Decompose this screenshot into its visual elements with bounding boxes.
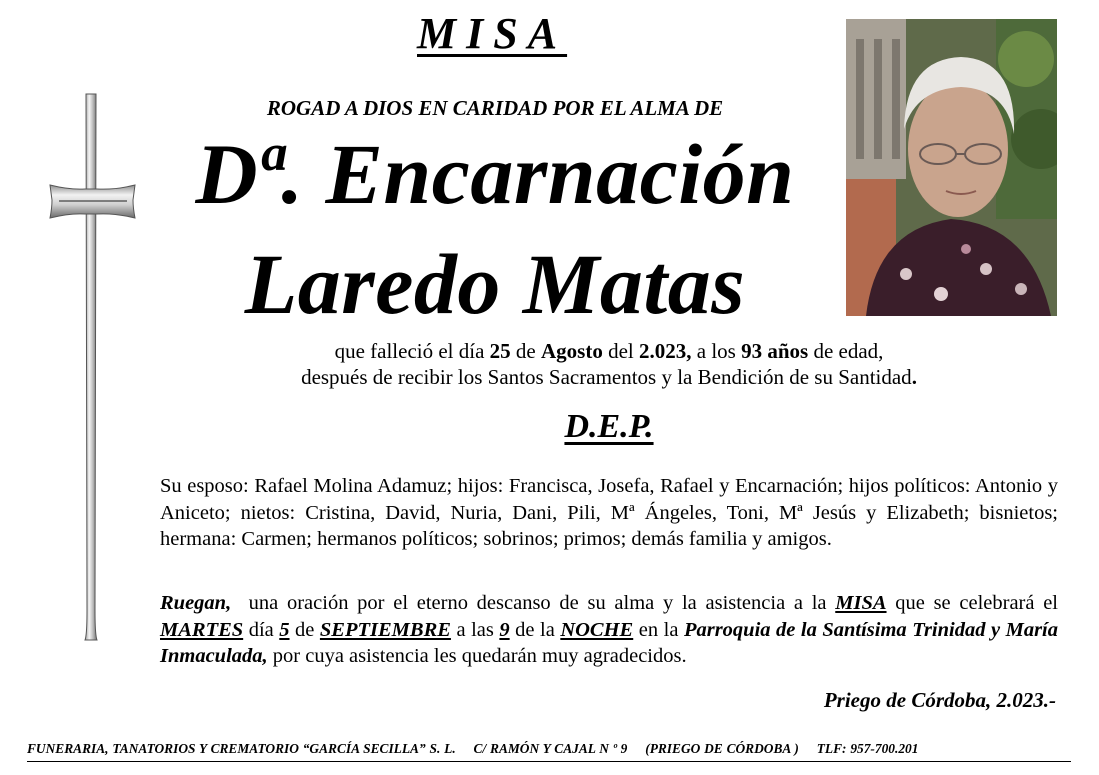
death-year: 2.023,: [639, 339, 692, 363]
footer-phone: TLF: 957-700.201: [816, 741, 919, 756]
death-age: 93 años: [741, 339, 809, 363]
death-line-2: después de recibir los Santos Sacramentos y la Bendición de su Santidad.: [301, 365, 917, 389]
event-period: NOCHE: [560, 618, 634, 641]
death-day: 25: [489, 339, 511, 363]
event-hour: 9: [499, 618, 510, 641]
page-title: MISA: [417, 9, 568, 58]
deceased-name-line2: Laredo Matas: [244, 236, 746, 332]
event-name: MISA: [835, 592, 887, 614]
event-weekday: MARTES: [160, 618, 244, 641]
footer: [27, 741, 1071, 762]
prayer-paragraph: Ruegan, una oración por el eterno descanso de su alma y la asistencia a la MISA que se celebrará el MARTES día 5 de SEPTIEMBRE a las 9 de la NOCHE en la Parroquia de la Santísima Trinidad y María Inmaculada, por cuya asistencia les quedarán muy agradecidos.: [160, 592, 1059, 667]
death-month: Agosto: [541, 339, 603, 363]
footer-address: C/ RAMÓN Y CAJAL N º 9: [473, 741, 628, 756]
deceased-name-line1: Dª. Encarnación: [195, 126, 795, 222]
death-line-1: que falleció el día 25 de Agosto del 2.023, a los 93 años de edad,: [334, 339, 884, 363]
church-name: Parroquia de la Santísima Trinidad y María Inmaculada,: [160, 618, 1059, 667]
place-date: Priego de Córdoba, 2.023.-: [823, 688, 1056, 712]
intro-text: ROGAD A DIOS EN CARIDAD POR EL ALMA DE: [266, 96, 724, 120]
footer-city: (PRIEGO DE CÓRDOBA ): [645, 741, 799, 756]
event-month: SEPTIEMBRE: [319, 618, 451, 641]
prayer-lead: Ruegan,: [160, 592, 232, 614]
footer-company: FUNERARIA, TANATORIOS Y CREMATORIO “GARCÍA SECILLA” S. L.: [27, 741, 456, 756]
dep-heading: D.E.P.: [564, 408, 654, 445]
deceased-photo: [846, 19, 1057, 316]
death-notice: [160, 338, 1058, 390]
event-day: 5: [279, 618, 290, 641]
family-paragraph: Su esposo: Rafael Molina Adamuz; hijos: Francisca, Josefa, Rafael y Encarnación; hijos políticos: Antonio y Aniceto; nietos: Cristina, David, Nuria, Dani, Pili, Mª Ángeles, Toni, Mª Jesús y Elizabeth; bisnietos; hermana: Carmen; hermanos políticos; sobrinos; primos; demás familia y amigos.: [160, 475, 1058, 550]
